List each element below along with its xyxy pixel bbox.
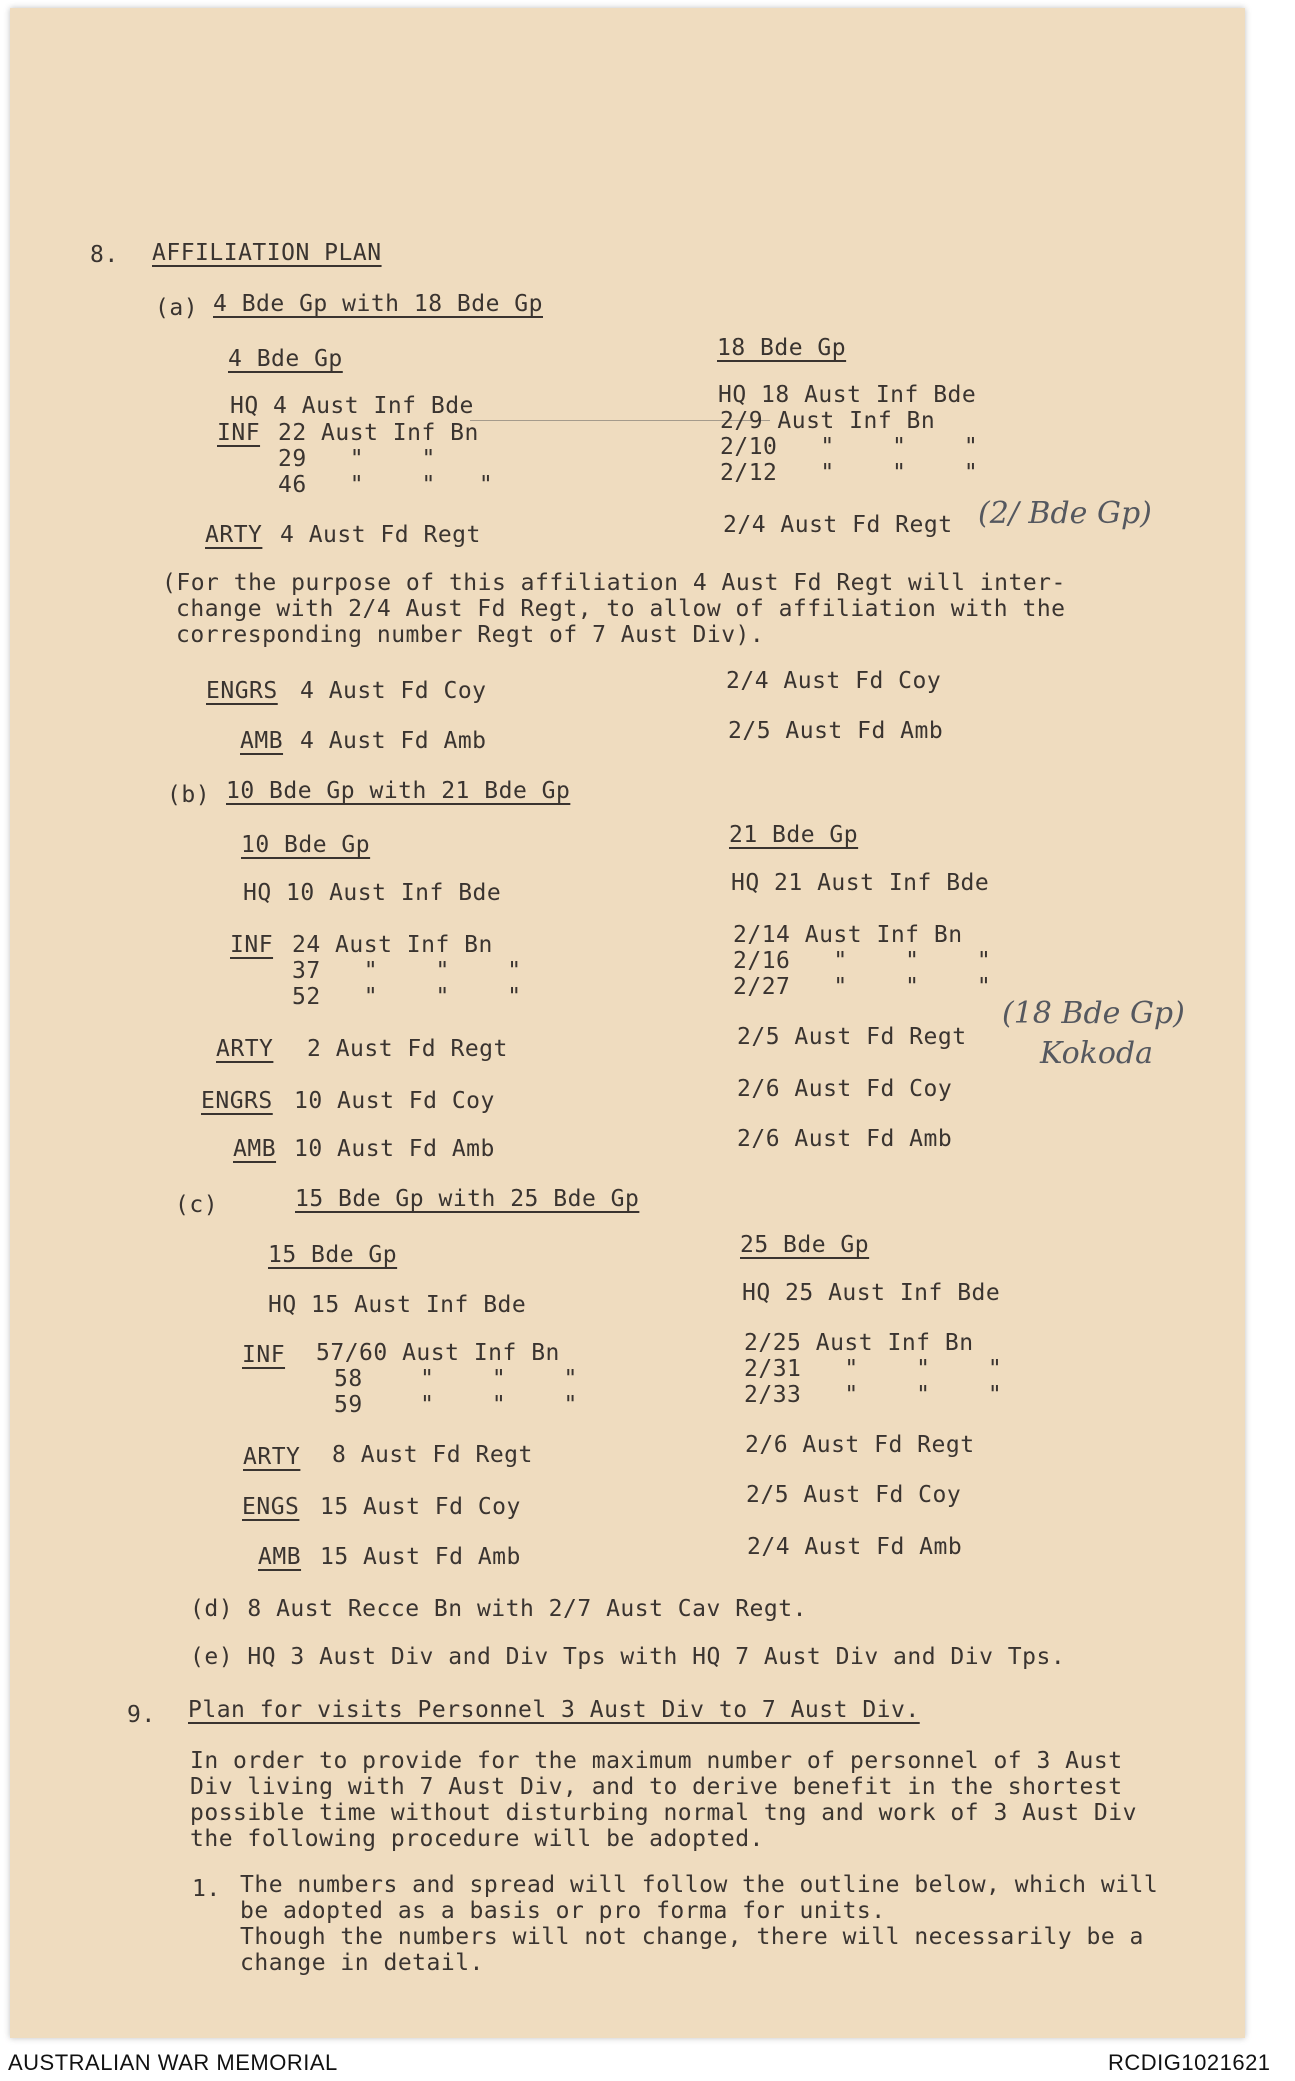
b-inf-right-2: 2/16 " " ": [733, 948, 992, 974]
subsection-a-title: 4 Bde Gp with 18 Bde Gp: [213, 291, 543, 317]
section-9-para-line-1: In order to provide for the maximum number of personnel of 3 Aust: [190, 1748, 1123, 1774]
item-1-number: 1.: [192, 1876, 221, 1902]
b-amb-left: 10 Aust Fd Amb: [294, 1136, 495, 1162]
footer-source: AUSTRALIAN WAR MEMORIAL: [8, 2050, 338, 2075]
b-right-heading: 21 Bde Gp: [729, 822, 859, 848]
a-hq-left: HQ 4 Aust Inf Bde: [230, 393, 474, 419]
a-hq-right: HQ 18 Aust Inf Bde: [718, 382, 977, 408]
subsection-c-label: (c): [175, 1192, 219, 1218]
b-arty-left: 2 Aust Fd Regt: [307, 1036, 508, 1062]
b-left-heading: 10 Bde Gp: [241, 832, 371, 858]
b-amb-right: 2/6 Aust Fd Amb: [737, 1126, 953, 1152]
a-arty-tag: ARTY: [205, 522, 263, 548]
a-inf-left-1: 22 Aust Inf Bn: [278, 420, 479, 446]
a-amb-left: 4 Aust Fd Amb: [300, 728, 487, 754]
b-inf-right-3: 2/27 " " ": [733, 974, 992, 1000]
section-8-title: AFFILIATION PLAN: [152, 240, 382, 266]
a-note-line-2: change with 2/4 Aust Fd Regt, to allow of affiliation with the: [176, 596, 1066, 622]
a-inf-right-3: 2/12 " " ": [720, 460, 979, 486]
a-inf-left-2: 29 " ": [278, 446, 436, 472]
footer-id: RCDIG1021621: [1108, 2050, 1271, 2075]
a-inf-right-1: 2/9 Aust Inf Bn: [720, 408, 936, 434]
b-inf-tag: INF: [230, 932, 274, 958]
a-engrs-right: 2/4 Aust Fd Coy: [726, 668, 942, 694]
b-engrs-left: 10 Aust Fd Coy: [294, 1088, 495, 1114]
a-right-heading: 18 Bde Gp: [717, 335, 847, 361]
b-amb-tag: AMB: [233, 1136, 277, 1162]
c-inf-left-3: 59 " " ": [334, 1392, 578, 1418]
subsection-d: (d) 8 Aust Recce Bn with 2/7 Aust Cav Regt.: [190, 1596, 807, 1622]
a-engrs-left: 4 Aust Fd Coy: [300, 678, 487, 704]
section-9-title: Plan for visits Personnel 3 Aust Div to 7 Aust Div.: [188, 1697, 920, 1723]
b-hq-left: HQ 10 Aust Inf Bde: [243, 880, 502, 906]
a-engrs-tag: ENGRS: [206, 678, 278, 704]
a-inf-tag: INF: [217, 420, 261, 446]
c-inf-right-1: 2/25 Aust Inf Bn: [744, 1330, 974, 1356]
a-note-line-1: (For the purpose of this affiliation 4 Aust Fd Regt will inter-: [162, 570, 1066, 596]
c-arty-left: 8 Aust Fd Regt: [332, 1442, 533, 1468]
a-inf-left-3: 46 " " ": [278, 472, 494, 498]
item-1-line-2: be adopted as a basis or pro forma for units.: [240, 1898, 886, 1924]
c-amb-right: 2/4 Aust Fd Amb: [747, 1534, 963, 1560]
b-handwritten-note-2: Kokoda: [1040, 1036, 1153, 1071]
b-inf-left-1: 24 Aust Inf Bn: [292, 932, 493, 958]
c-inf-right-3: 2/33 " " ": [744, 1382, 1003, 1408]
a-note-line-3: corresponding number Regt of 7 Aust Div).: [176, 622, 765, 648]
c-inf-tag: INF: [242, 1342, 286, 1368]
section-9-para-line-3: possible time without disturbing normal tng and work of 3 Aust Div: [190, 1800, 1137, 1826]
section-9-number: 9.: [127, 1702, 156, 1728]
subsection-e: (e) HQ 3 Aust Div and Div Tps with HQ 7 Aust Div and Div Tps.: [190, 1644, 1066, 1670]
b-inf-right-1: 2/14 Aust Inf Bn: [733, 922, 963, 948]
a-handwritten-note: (2/ Bde Gp): [978, 496, 1152, 531]
item-1-line-4: change in detail.: [240, 1950, 484, 1976]
b-inf-left-3: 52 " " ": [292, 984, 522, 1010]
c-inf-left-2: 58 " " ": [334, 1366, 578, 1392]
section-9-para-line-4: the following procedure will be adopted.: [190, 1826, 764, 1852]
c-inf-left-1: 57/60 Aust Inf Bn: [316, 1340, 560, 1366]
b-handwritten-note-1: (18 Bde Gp): [1002, 996, 1185, 1031]
b-hq-right: HQ 21 Aust Inf Bde: [731, 870, 990, 896]
c-engs-right: 2/5 Aust Fd Coy: [746, 1482, 962, 1508]
subsection-b-label: (b): [167, 782, 211, 808]
item-1-line-1: The numbers and spread will follow the outline below, which will: [240, 1872, 1159, 1898]
a-inf-right-2: 2/10 " " ": [720, 434, 979, 460]
c-hq-right: HQ 25 Aust Inf Bde: [742, 1280, 1001, 1306]
b-engrs-tag: ENGRS: [201, 1088, 273, 1114]
c-amb-left: 15 Aust Fd Amb: [320, 1544, 521, 1570]
c-right-heading: 25 Bde Gp: [740, 1232, 870, 1258]
a-amb-tag: AMB: [240, 728, 284, 754]
section-8-number: 8.: [90, 242, 119, 268]
c-hq-left: HQ 15 Aust Inf Bde: [268, 1292, 527, 1318]
a-amb-right: 2/5 Aust Fd Amb: [728, 718, 944, 744]
item-1-line-3: Though the numbers will not change, there will necessarily be a: [240, 1924, 1144, 1950]
b-inf-left-2: 37 " " ": [292, 958, 522, 984]
b-engrs-right: 2/6 Aust Fd Coy: [737, 1076, 953, 1102]
c-inf-right-2: 2/31 " " ": [744, 1356, 1003, 1382]
b-arty-right: 2/5 Aust Fd Regt: [737, 1024, 967, 1050]
a-arty-right: 2/4 Aust Fd Regt: [723, 512, 953, 538]
c-arty-tag: ARTY: [243, 1444, 301, 1470]
a-arty-left: 4 Aust Fd Regt: [280, 522, 481, 548]
c-arty-right: 2/6 Aust Fd Regt: [745, 1432, 975, 1458]
subsection-b-title: 10 Bde Gp with 21 Bde Gp: [226, 778, 571, 804]
subsection-a-label: (a): [155, 295, 199, 321]
c-engs-tag: ENGS: [242, 1494, 300, 1520]
c-left-heading: 15 Bde Gp: [268, 1242, 398, 1268]
c-amb-tag: AMB: [258, 1544, 302, 1570]
section-9-para-line-2: Div living with 7 Aust Div, and to derive benefit in the shortest: [190, 1774, 1123, 1800]
a-left-heading: 4 Bde Gp: [228, 346, 343, 372]
b-arty-tag: ARTY: [216, 1036, 274, 1062]
subsection-c-title: 15 Bde Gp with 25 Bde Gp: [295, 1186, 640, 1212]
c-engs-left: 15 Aust Fd Coy: [320, 1494, 521, 1520]
